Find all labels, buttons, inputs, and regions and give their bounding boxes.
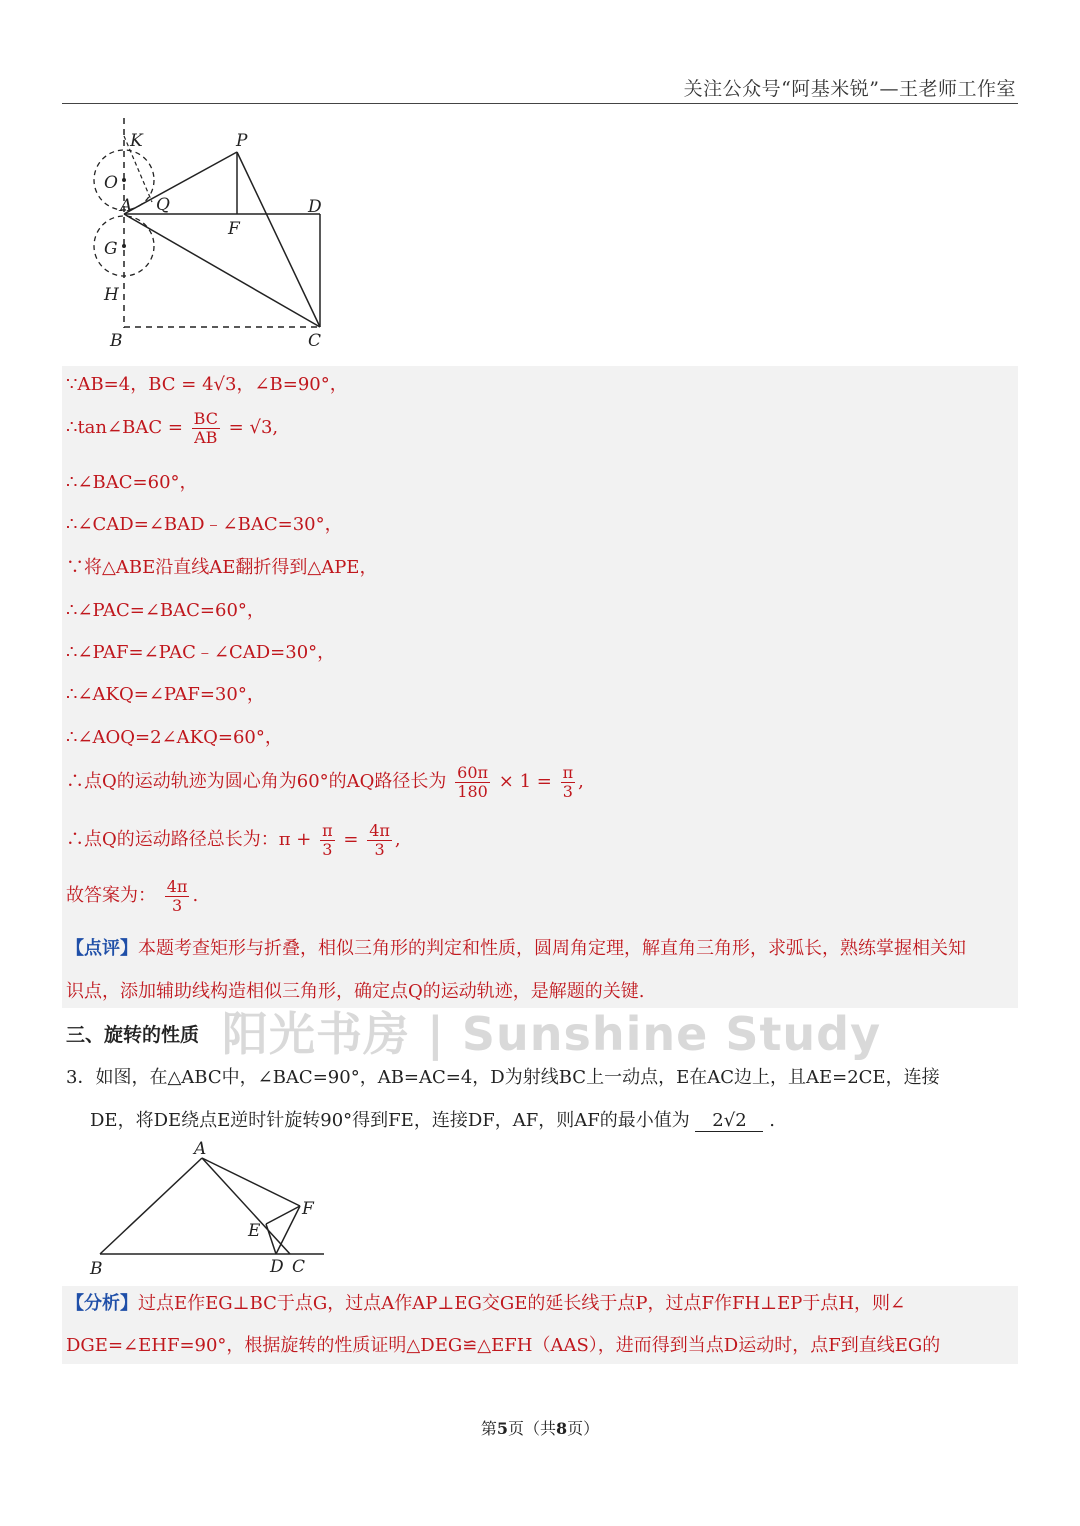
label-p: P [236,131,248,151]
analysis-line-1 [66,1289,905,1315]
comment-label: 【点评】 [66,938,138,959]
frac-den: 3 [171,895,183,915]
total-tail: , [394,829,401,851]
solution-line-4: ∴∠CAD=∠BAD﹣∠BAC=30°， [66,514,343,535]
figure-1-diagram [80,118,340,353]
label-d2: D [270,1257,284,1277]
question3-line-1: 3．如图，在△ABC中，∠BAC=90°，AB=AC=4，D为射线BC上一动点，E在AC边上，且AE=2CE，连接 [66,1067,940,1088]
frac-num: 60π [457,763,489,782]
analysis-line-2: DGE=∠EHF=90°，根据旋转的性质证明△DEG≌△EFH（AAS），进而得到当点D运动时，点F到直线EG的 [66,1335,941,1356]
point-o [122,178,126,182]
header-rule [62,103,1018,104]
label-f2: F [302,1199,314,1219]
footer-suffix: 页） [567,1419,600,1438]
frac-tail: = √3, [228,417,279,439]
solution-line-3: ∴∠BAC=60°， [66,472,198,493]
label-f: F [228,219,240,239]
frac-num: 4π [369,821,390,840]
question3-suffix: . [769,1110,775,1131]
solution-line-12 [66,878,198,914]
frac-den: 180 [457,781,488,801]
frac-pi-3b [320,822,335,858]
segment-pc [237,152,320,327]
label-b: B [110,331,123,351]
comment-line-1 [66,934,1016,960]
point-g [122,244,126,248]
label-o: O [104,173,118,193]
frac-pi-3 [561,764,576,800]
section-title: 三、旋转的性质 [66,1024,200,1046]
frac-den: 3 [322,839,333,859]
solution-line-5: ∵将△ABE沿直线AE翻折得到△APE， [66,557,378,578]
solution-line-6: ∴∠PAC=∠BAC=60°， [66,600,265,621]
answer-tail: . [192,885,199,907]
label-q: Q [156,195,170,215]
footer-total: 8 [556,1419,568,1438]
comment-text-1: 本题考查矩形与折叠，相似三角形的判定和性质，圆周角定理，解直角三角形，求弧长，熟练掌握相关知 [138,938,966,959]
label-d: D [308,197,322,217]
segment-ac [202,1158,290,1254]
segment-ac [124,214,320,327]
watermark: 阳光书房 | Sunshine Study [222,1007,882,1061]
arc-mid: × 1 = [498,771,552,793]
label-e2: E [248,1221,261,1241]
label-c2: C [292,1257,306,1277]
answer-blank: 2√2 [695,1110,763,1132]
arc-tail: , [578,771,584,793]
frac-60pi-180 [455,764,490,800]
label-h: H [104,285,119,305]
frac-num: π [562,763,574,782]
frac-num: 4π [166,877,188,896]
label-c: C [308,331,322,351]
line10-text: ∴点Q的运动轨迹为圆心角为60°的AQ路径长为 [66,771,447,793]
label-a2: A [194,1139,207,1159]
solution-line-2 [66,410,278,446]
question3-line-2 [90,1106,775,1132]
frac-num: BC [193,409,218,428]
line11-text: ∴点Q的运动路径总长为：π + [66,829,312,851]
label-g: G [104,239,118,259]
footer-page: 5 [496,1419,508,1438]
solution-line-1: ∵AB=4，BC = 4√3，∠B=90°， [66,374,348,395]
figure-2-diagram [80,1132,340,1282]
question3-text: DE，将DE绕点E逆时针旋转90°得到FE，连接DF，AF，则AF的最小值为 [90,1110,690,1131]
header-text: 关注公众号“阿基米锐”—王老师工作室 [683,78,1016,100]
frac-4pi-3 [367,822,392,858]
segment-ed [266,1224,276,1254]
comment-line-2: 识点，添加辅助线构造相似三角形，确定点Q的运动轨迹，是解题的关键. [66,981,645,1002]
segment-af [202,1158,300,1206]
frac-answer [165,878,190,914]
page-footer [0,1416,1080,1439]
label-k: K [130,131,143,151]
label-a: A [120,196,133,216]
line12-text: 故答案为： [66,885,156,907]
solution-line-7: ∴∠PAF=∠PAC﹣∠CAD=30°， [66,642,336,663]
analysis-label: 【分析】 [66,1293,138,1314]
label-b2: B [90,1259,103,1279]
line2-prefix: ∴tan∠BAC = [66,417,183,439]
segment-ab [100,1158,202,1254]
footer-prefix: 第 [480,1419,497,1438]
frac-den: 3 [562,781,573,801]
solution-line-10 [66,764,584,800]
frac-num: π [322,821,333,840]
analysis-text-1: 过点E作EG⊥BC于点G，过点A作AP⊥EG交GE的延长线于点P，过点F作FH⊥EP于点H，则∠ [138,1293,906,1314]
frac-den: 3 [374,839,385,859]
frac-den: AB [194,427,218,447]
total-mid: = [343,829,359,851]
solution-line-9: ∴∠AOQ=2∠AKQ=60°， [66,727,283,748]
solution-line-11 [66,822,401,858]
segment-ap [124,152,237,214]
solution-line-8: ∴∠AKQ=∠PAF=30°， [66,684,265,705]
footer-middle: 页（共 [507,1419,556,1438]
frac-bc-ab [192,410,220,446]
